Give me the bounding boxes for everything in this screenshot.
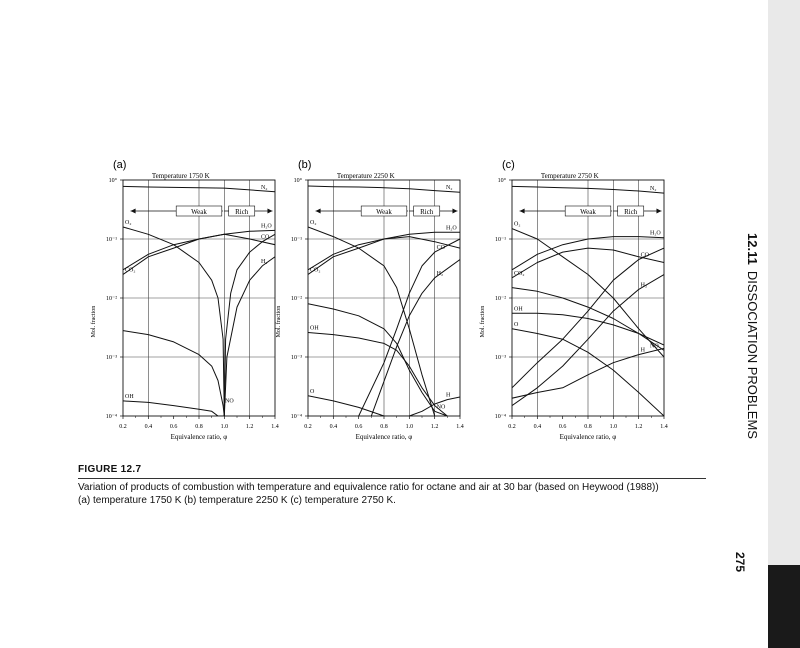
- series-label-ho: H₂O: [650, 230, 661, 237]
- panel-letter: (a): [113, 159, 127, 171]
- chart-title: Temperature 1750 K: [151, 172, 210, 180]
- x-tick-label: 1.0: [220, 424, 229, 430]
- rich-label: Rich: [420, 208, 434, 216]
- x-tick-label: 1.2: [634, 424, 643, 430]
- chart-title: Temperature 2250 K: [336, 172, 395, 180]
- weak-label: Weak: [580, 208, 596, 216]
- x-tick-label: 0.4: [144, 424, 153, 430]
- series-line-oh: [308, 333, 447, 417]
- caption-rule: [78, 478, 706, 479]
- series-label-h: H₂: [436, 270, 444, 277]
- rich-arrowhead: [267, 209, 272, 214]
- x-tick-label: 0.2: [119, 424, 127, 430]
- x-tick-label: 1.4: [456, 424, 464, 430]
- series-line-o: [308, 396, 422, 416]
- y-tick-label: 10⁻⁴: [494, 414, 506, 420]
- y-tick-label: 10°: [497, 178, 506, 184]
- x-tick-label: 0.8: [584, 424, 592, 430]
- x-tick-label: 0.6: [169, 424, 178, 430]
- y-tick-label: 10⁻²: [291, 296, 302, 302]
- series-label-co: CO₂: [125, 267, 136, 274]
- rich-label: Rich: [624, 208, 638, 216]
- weak-label: Weak: [191, 208, 207, 216]
- series-label-h: H₂: [261, 258, 268, 265]
- y-axis-label: Mol. fraction: [91, 305, 97, 338]
- page-edge-grey: [768, 0, 800, 565]
- y-tick-label: 10⁻³: [291, 355, 302, 361]
- x-tick-label: 0.4: [329, 424, 338, 430]
- weak-arrowhead: [316, 209, 321, 214]
- y-tick-label: 10⁻¹: [291, 237, 302, 243]
- series-label-oh: OH: [310, 325, 319, 332]
- series-label-o: O₂: [514, 221, 521, 228]
- series-label-n: N₂: [650, 186, 657, 193]
- y-axis-label: Mol. fraction: [276, 305, 282, 338]
- series-label-co: CO: [261, 234, 270, 241]
- series-label-no: NO: [650, 343, 659, 350]
- series-line-o: [123, 227, 224, 416]
- x-tick-label: 0.4: [533, 424, 542, 430]
- x-tick-label: 1.4: [271, 424, 279, 430]
- series-label-co: CO: [640, 252, 650, 259]
- y-tick-label: 10⁻²: [106, 296, 117, 302]
- panel-letter: (c): [502, 159, 515, 171]
- x-tick-label: 1.0: [609, 424, 618, 430]
- x-tick-label: 1.2: [245, 424, 254, 430]
- chart-panel-b: [275, 159, 464, 441]
- x-tick-label: 1.2: [430, 424, 439, 430]
- chart-title: Temperature 2750 K: [540, 172, 599, 180]
- series-label-co: CO: [436, 245, 446, 252]
- weak-arrowhead: [520, 209, 525, 214]
- y-tick-label: 10⁻⁴: [290, 414, 302, 420]
- series-label-no: NO: [436, 404, 446, 411]
- x-tick-label: 0.6: [558, 424, 567, 430]
- series-label-oh: OH: [514, 306, 523, 313]
- chart-panel-a: [90, 159, 279, 441]
- figure-12-7-charts: [80, 158, 800, 458]
- series-line-oh: [123, 401, 224, 416]
- series-label-ho: H₂O: [446, 225, 457, 232]
- series-label-n: N₂: [261, 184, 268, 191]
- series-line-no: [123, 331, 224, 416]
- y-tick-label: 10⁻⁴: [105, 414, 117, 420]
- y-tick-label: 10°: [293, 178, 302, 184]
- series-label-o: O: [310, 388, 315, 395]
- weak-arrowhead: [131, 209, 136, 214]
- weak-label: Weak: [376, 208, 392, 216]
- chart-panel-c: [479, 159, 668, 441]
- y-tick-label: 10⁻³: [495, 355, 506, 361]
- series-label-oh: OH: [125, 393, 134, 400]
- x-axis-label: Equivalence ratio, φ: [170, 433, 228, 441]
- y-axis-label: Mol. fraction: [480, 305, 486, 338]
- series-label-h: H: [446, 392, 451, 399]
- caption-line-1: Variation of products of combustion with temperature and equivalence ratio for octane and air at 30 bar (based on Heywood (1988)): [78, 482, 659, 493]
- series-label-o: O₂: [125, 219, 132, 226]
- y-tick-label: 10⁻²: [495, 296, 506, 302]
- page-number: 275: [733, 552, 747, 573]
- series-label-o: O: [514, 321, 519, 328]
- series-label-ho: H₂O: [261, 223, 272, 230]
- y-tick-label: 10⁻³: [106, 355, 117, 361]
- series-label-n: N₂: [446, 185, 453, 192]
- x-tick-label: 0.2: [508, 424, 516, 430]
- caption-line-2: (a) temperature 1750 K (b) temperature 2250 K (c) temperature 2750 K.: [78, 495, 396, 506]
- running-head-section: 12.11: [745, 233, 760, 265]
- x-tick-label: 0.2: [304, 424, 312, 430]
- page-edge-thumb: [768, 565, 800, 648]
- series-label-h: H: [640, 347, 646, 354]
- page-edge-tab: [768, 0, 800, 648]
- y-tick-label: 10⁻¹: [106, 237, 117, 243]
- y-tick-label: 10⁻¹: [495, 237, 506, 243]
- x-axis-label: Equivalence ratio, φ: [355, 433, 413, 441]
- series-label-h: H₂: [640, 282, 648, 289]
- x-tick-label: 0.8: [195, 424, 203, 430]
- figure-label: FIGURE 12.7: [78, 464, 142, 475]
- rich-arrowhead: [452, 209, 457, 214]
- series-line-o: [308, 227, 435, 416]
- x-tick-label: 1.4: [660, 424, 668, 430]
- running-head-title: DISSOCIATION PROBLEMS: [745, 270, 760, 439]
- x-axis-label: Equivalence ratio, φ: [559, 433, 617, 441]
- x-tick-label: 0.8: [380, 424, 388, 430]
- rich-arrowhead: [656, 209, 661, 214]
- series-label-co: CO₂: [514, 270, 525, 277]
- y-tick-label: 10°: [108, 178, 117, 184]
- series-label-no: NO: [225, 398, 234, 405]
- panel-letter: (b): [298, 159, 312, 171]
- figure-caption: [78, 481, 708, 507]
- x-tick-label: 1.0: [405, 424, 414, 430]
- x-tick-label: 0.6: [354, 424, 363, 430]
- running-head: [745, 233, 760, 439]
- series-label-co: CO₂: [310, 267, 321, 274]
- series-label-o: O₂: [310, 219, 317, 226]
- rich-label: Rich: [235, 208, 249, 216]
